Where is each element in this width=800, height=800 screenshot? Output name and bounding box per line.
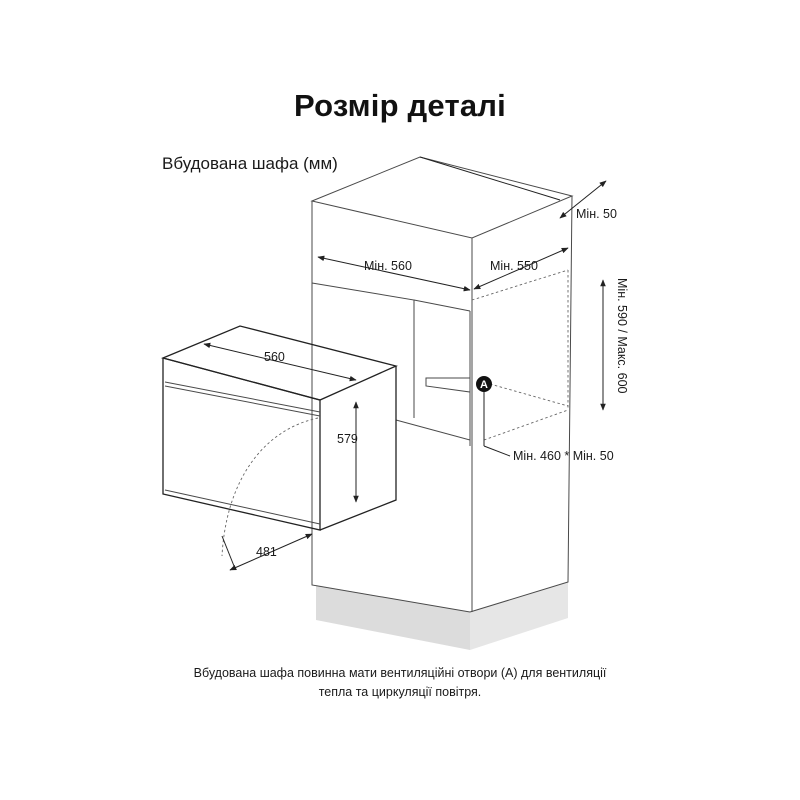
niche-back-top	[414, 300, 470, 311]
door-swing-arc	[222, 418, 318, 556]
vent-opening	[426, 378, 470, 392]
label-door-swing: 481	[256, 545, 277, 559]
dash-vent	[490, 384, 568, 406]
cabinet-plinth	[316, 585, 470, 650]
caption	[0, 664, 800, 702]
label-top-clearance: Мін. 50	[576, 207, 617, 221]
label-cabinet-width: Мін. 560	[364, 259, 412, 273]
vent-marker-label: A	[480, 379, 488, 391]
oven-control-panel-line	[165, 382, 320, 412]
caption-line-2: тепла та циркуляції повітря.	[318, 685, 482, 699]
label-vent-size: Мін. 460 * Мін. 50	[513, 449, 614, 463]
label-oven-height: 579	[337, 432, 358, 446]
oven-front	[163, 358, 320, 530]
label-cabinet-depth: Мін. 550	[490, 259, 538, 273]
cabinet-top	[312, 157, 572, 238]
label-opening-height: Мін. 590 / Макс. 600	[615, 278, 629, 394]
label-oven-width: 560	[264, 350, 285, 364]
dash-top	[472, 270, 568, 300]
cabinet-label: Вбудована шафа (мм)	[162, 154, 338, 173]
oven-bottom-line	[165, 490, 320, 524]
oven-side	[320, 366, 396, 530]
dash-vent-bottom	[484, 410, 568, 440]
niche-floor	[396, 420, 470, 446]
dim-top-clearance-ext	[420, 157, 560, 200]
caption-line-1: Вбудована шафа повинна мати вентиляційні отвори (A) для вентиляції	[193, 666, 607, 680]
vent-marker	[476, 376, 492, 392]
leader-vent-h	[484, 446, 510, 456]
page-title: Розмір деталі	[293, 88, 506, 123]
oven-door-line	[165, 386, 320, 416]
cabinet-plinth-side	[470, 582, 568, 650]
dim-door-swing-ext	[222, 536, 234, 566]
cabinet	[312, 157, 572, 650]
niche-back-left	[312, 283, 414, 418]
